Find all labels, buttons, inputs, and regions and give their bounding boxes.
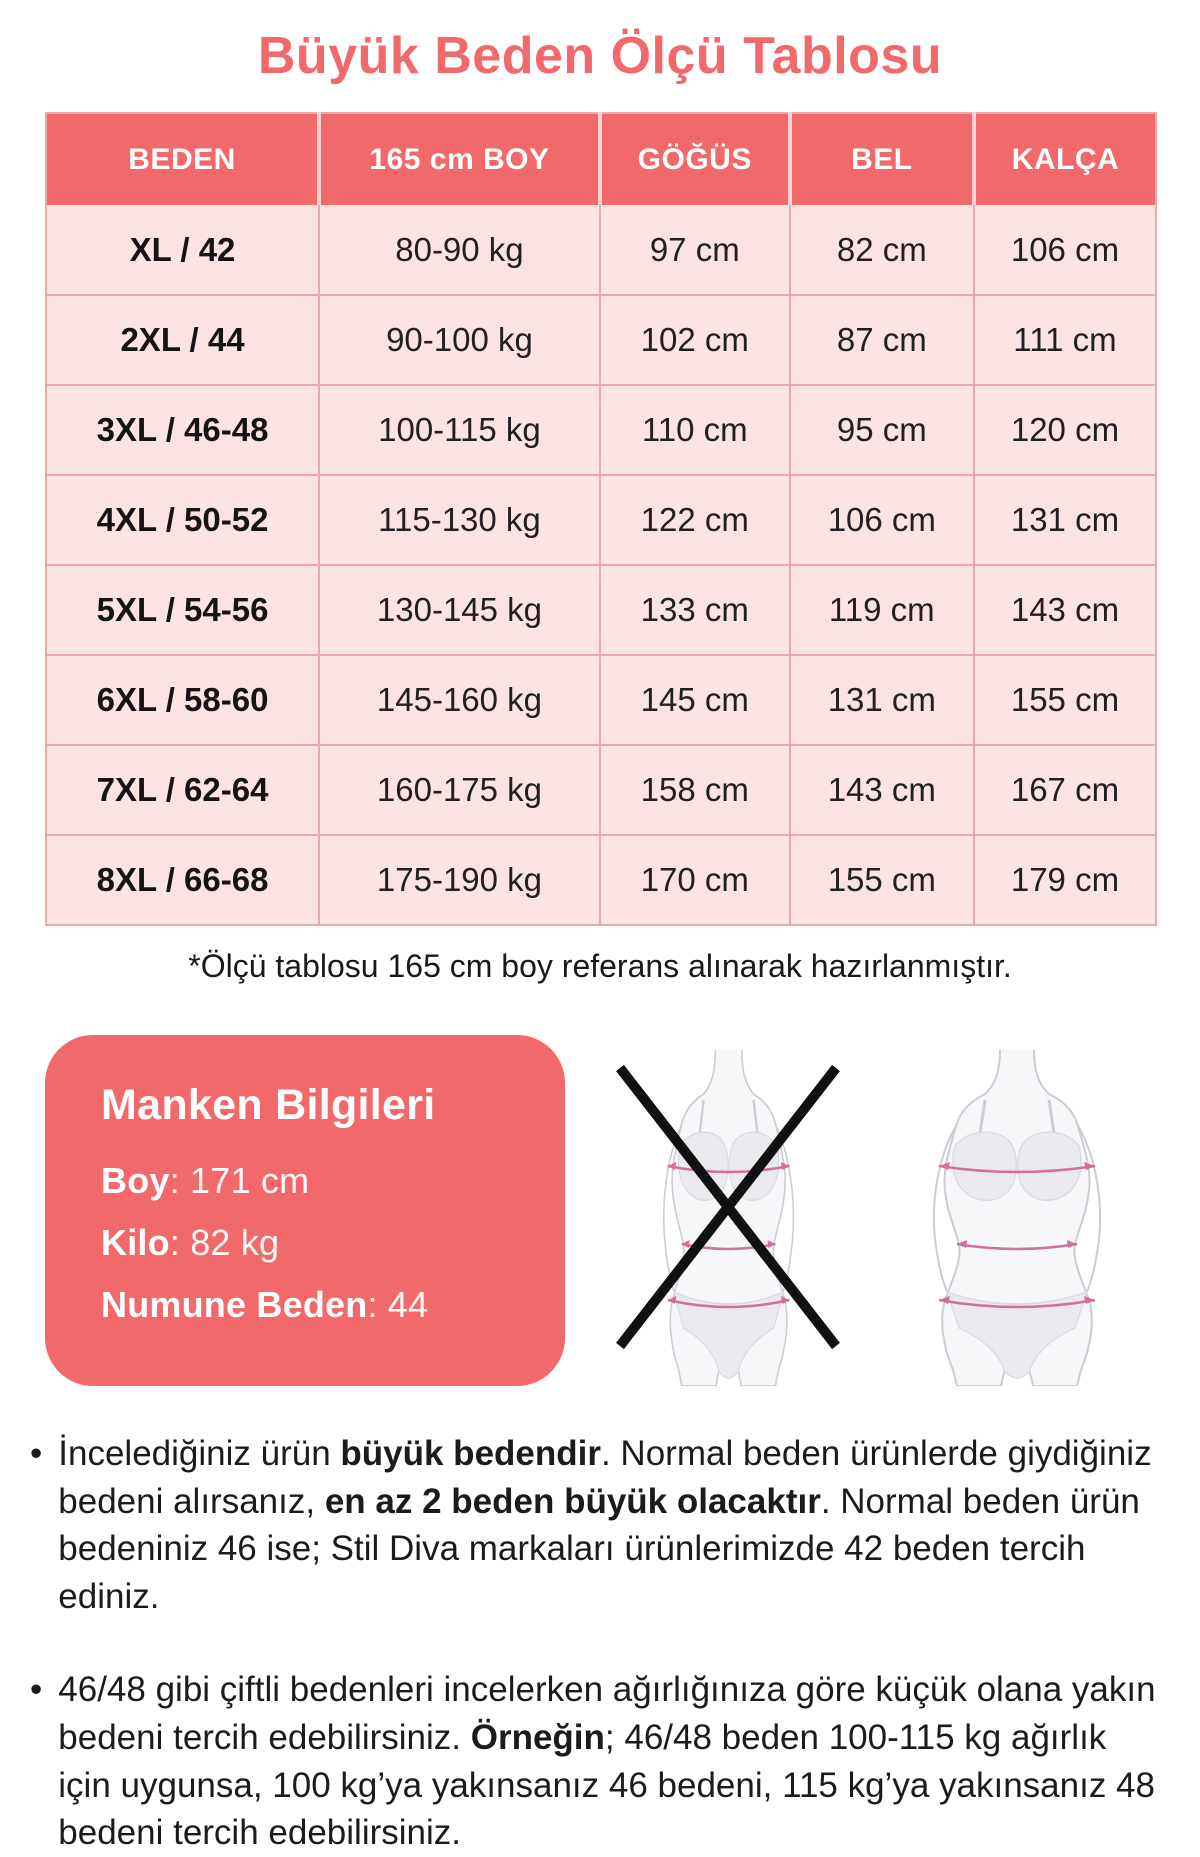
measure-cell: 106 cm	[790, 475, 974, 565]
size-cell: 3XL / 46-48	[46, 385, 319, 475]
column-header: BEDEN	[46, 113, 319, 205]
column-header: BEL	[790, 113, 974, 205]
measure-cell: 167 cm	[974, 745, 1156, 835]
measure-cell: 120 cm	[974, 385, 1156, 475]
measure-cell: 87 cm	[790, 295, 974, 385]
model-info-title: Manken Bilgileri	[101, 1081, 436, 1129]
notes-list	[30, 1430, 1170, 1857]
measure-cell: 179 cm	[974, 835, 1156, 925]
column-header: 165 cm BOY	[319, 113, 600, 205]
measure-cell: 122 cm	[600, 475, 790, 565]
size-table-wrapper	[45, 112, 1157, 926]
model-info-label: Numune Beden	[101, 1284, 368, 1325]
measure-cell: 131 cm	[974, 475, 1156, 565]
table-row	[46, 835, 1156, 925]
size-table	[45, 112, 1157, 926]
table-row	[46, 745, 1156, 835]
table-row	[46, 385, 1156, 475]
note-item	[30, 1430, 1170, 1620]
page-title: Büyük Beden Ölçü Tablosu	[257, 27, 943, 85]
measure-cell: 111 cm	[974, 295, 1156, 385]
measure-cell: 119 cm	[790, 565, 974, 655]
size-guide-page	[0, 26, 1200, 1853]
measure-cell: 80-90 kg	[319, 205, 600, 295]
slim-figure-crossed-icon	[603, 1046, 853, 1386]
measure-cell: 110 cm	[600, 385, 790, 475]
column-header: GÖĞÜS	[600, 113, 790, 205]
model-info-box	[45, 1035, 565, 1386]
measure-cell: 158 cm	[600, 745, 790, 835]
measure-cell: 100-115 kg	[319, 385, 600, 475]
figure-illustrations	[565, 1036, 1180, 1386]
table-row	[46, 565, 1156, 655]
model-info-value: : 44	[367, 1284, 429, 1325]
model-info-row-weight	[101, 1222, 535, 1264]
bullet-dot: •	[30, 1670, 43, 1710]
measure-cell: 160-175 kg	[319, 745, 600, 835]
measure-cell: 143 cm	[974, 565, 1156, 655]
table-row	[46, 295, 1156, 385]
table-footnote: *Ölçü tablosu 165 cm boy referans alınarak hazırlanmıştır.	[188, 948, 1012, 984]
note-text: İncelediğiniz ürün büyük bedendir. Normal beden ürünlerde giydiğiniz bedeni alırsanız, en az 2 beden büyük olacaktır. Normal beden ürün bedeniniz 46 ise; Stil Diva markaları ürünlerimizde 42 beden tercih ediniz.	[58, 1434, 1152, 1616]
note-text: 46/48 gibi çiftli bedenleri incelerken ağırlığınıza göre küçük olana yakın bedeni tercih edebilirsiniz. Örneğin; 46/48 beden 100-115 kg ağırlık için uygunsa, 100 kg’ya yakınsanız 46 bedeni, 115 kg’ya yakınsanız 48 bedeni tercih edebilirsiniz.	[58, 1670, 1156, 1853]
model-info-value: : 171 cm	[169, 1160, 310, 1201]
table-row	[46, 655, 1156, 745]
table-row	[46, 475, 1156, 565]
table-row	[46, 205, 1156, 295]
measure-cell: 106 cm	[974, 205, 1156, 295]
size-cell: 8XL / 66-68	[46, 835, 319, 925]
measure-cell: 133 cm	[600, 565, 790, 655]
model-info-row-sample-size	[101, 1284, 535, 1326]
measure-cell: 143 cm	[790, 745, 974, 835]
size-cell: XL / 42	[46, 205, 319, 295]
measure-cell: 145-160 kg	[319, 655, 600, 745]
measure-cell: 131 cm	[790, 655, 974, 745]
measure-cell: 155 cm	[974, 655, 1156, 745]
model-info-label: Boy	[101, 1160, 170, 1201]
measure-cell: 175-190 kg	[319, 835, 600, 925]
size-cell: 4XL / 50-52	[46, 475, 319, 565]
model-info-row-height	[101, 1160, 535, 1202]
model-info-section	[45, 1035, 1180, 1386]
measure-cell: 102 cm	[600, 295, 790, 385]
model-info-label: Kilo	[101, 1222, 170, 1263]
size-cell: 5XL / 54-56	[46, 565, 319, 655]
measure-cell: 115-130 kg	[319, 475, 600, 565]
measure-cell: 170 cm	[600, 835, 790, 925]
measure-cell: 82 cm	[790, 205, 974, 295]
column-header: KALÇA	[974, 113, 1156, 205]
bullet-dot: •	[30, 1434, 43, 1473]
table-header-row	[46, 113, 1156, 205]
size-cell: 7XL / 62-64	[46, 745, 319, 835]
measure-cell: 130-145 kg	[319, 565, 600, 655]
measure-cell: 95 cm	[790, 385, 974, 475]
measure-cell: 155 cm	[790, 835, 974, 925]
measure-cell: 145 cm	[600, 655, 790, 745]
measure-cell: 97 cm	[600, 205, 790, 295]
plus-size-figure-icon	[892, 1046, 1142, 1386]
size-cell: 2XL / 44	[46, 295, 319, 385]
model-info-value: : 82 kg	[169, 1222, 280, 1263]
size-cell: 6XL / 58-60	[46, 655, 319, 745]
measure-cell: 90-100 kg	[319, 295, 600, 385]
note-item	[30, 1666, 1170, 1856]
